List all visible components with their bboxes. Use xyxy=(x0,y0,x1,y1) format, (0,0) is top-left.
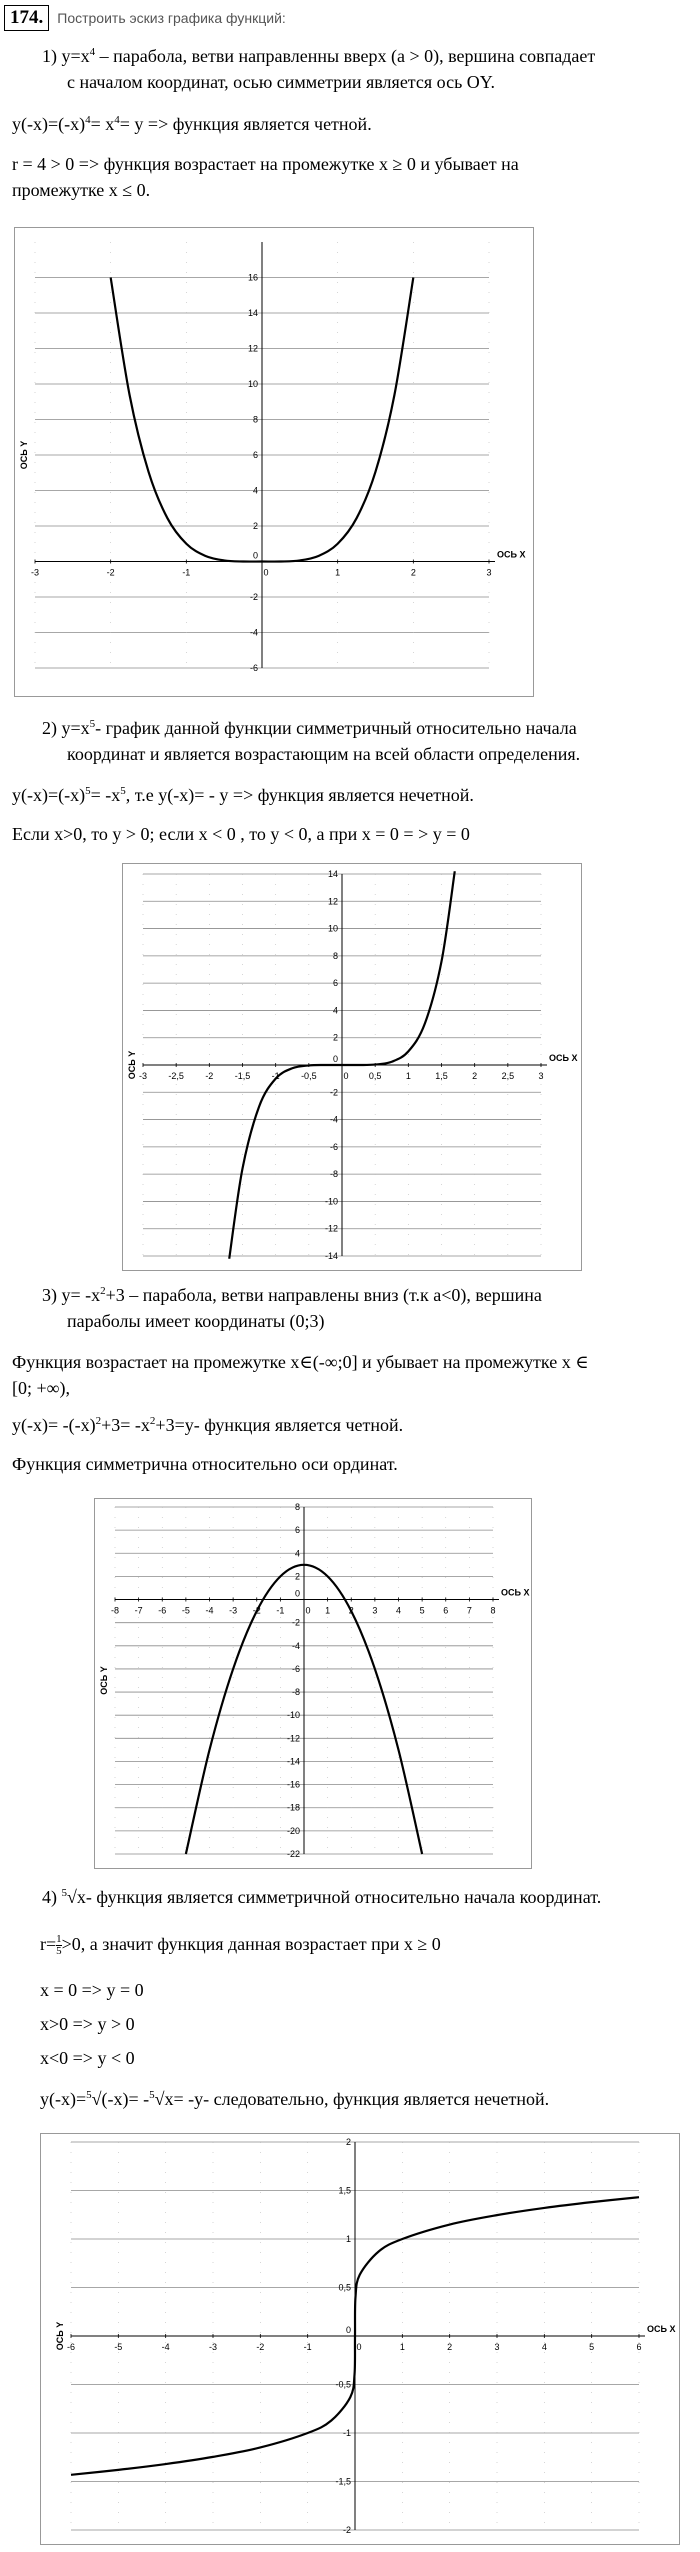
task-title: Построить эскиз графика функций: xyxy=(57,10,286,26)
s4-statement: 4) $^5$√x- функция является симметричной относительно начала координат. xyxy=(42,1887,602,1907)
chart-svg xyxy=(95,1499,531,1868)
y-tick-label: 14 xyxy=(247,308,258,318)
x-tick-label: 3 xyxy=(494,2342,500,2352)
y-tick-label: 14 xyxy=(327,869,338,879)
s4-case-zero: x = 0 => y = 0 xyxy=(40,1980,144,2000)
y-tick-label: -2 xyxy=(291,1617,300,1628)
s2-statement-line1: 2) $y=x^5-$ график данной функции симметричный относительно начала xyxy=(42,718,577,738)
x-tick-label: 0 xyxy=(305,1605,311,1616)
x-tick-label: -8 xyxy=(110,1605,120,1616)
x-tick-label: -0,5 xyxy=(301,1071,317,1081)
y-tick-label: 0 xyxy=(294,1588,300,1599)
x-tick-label: 1 xyxy=(325,1605,331,1616)
x-tick-label: 2 xyxy=(447,2342,453,2352)
x-tick-label: -3 xyxy=(229,1605,238,1616)
s4-parity: y(-x)=$^5$√(-x)= -$^5$√x= -y- следовательно, функция является нечетной. xyxy=(40,2089,550,2109)
task-number: 174. xyxy=(4,5,49,31)
y-tick-label: 0 xyxy=(252,550,258,561)
x-tick-label: 1 xyxy=(405,1071,411,1081)
y-tick-label: -1,5 xyxy=(335,2476,351,2487)
y-tick-label: 12 xyxy=(247,343,258,354)
x-tick-label: 0 xyxy=(356,2342,362,2352)
y-tick-label: -22 xyxy=(286,1849,300,1859)
x-tick-label: 3 xyxy=(372,1605,378,1616)
x-axis-title: ОСЬ X xyxy=(549,1053,578,1063)
x-axis-title: ОСЬ X xyxy=(647,2324,676,2334)
y-tick-label: 2 xyxy=(294,1571,300,1582)
x-tick-label: -2 xyxy=(106,567,115,578)
x-tick-label: 2,5 xyxy=(501,1071,515,1081)
y-tick-label: 4 xyxy=(252,485,258,496)
y-tick-label: 4 xyxy=(294,1548,300,1559)
x-tick-label: 0 xyxy=(343,1071,349,1081)
chart-neg-x2-plus-3 xyxy=(94,1498,532,1869)
x-tick-label: -2 xyxy=(205,1071,214,1081)
y-axis-title: ОСЬ Y xyxy=(99,1666,109,1695)
x-tick-label: -6 xyxy=(158,1605,167,1616)
x-tick-label: 4 xyxy=(541,2342,547,2352)
y-tick-label: -18 xyxy=(286,1802,300,1813)
x-tick-label: 0 xyxy=(263,567,269,578)
y-tick-label: 10 xyxy=(327,923,338,934)
y-tick-label: -12 xyxy=(324,1223,338,1234)
y-tick-label: 1,5 xyxy=(338,2185,351,2196)
y-tick-label: -4 xyxy=(249,627,258,638)
y-tick-label: -16 xyxy=(286,1779,300,1790)
x-tick-label: 3 xyxy=(538,1071,544,1081)
y-axis-title: ОСЬ Y xyxy=(19,440,29,470)
x-tick-label: 2 xyxy=(410,567,416,578)
x-tick-label: 3 xyxy=(486,567,492,578)
x-tick-label: -5 xyxy=(181,1605,190,1616)
y-tick-label: -14 xyxy=(324,1251,338,1261)
chart-svg xyxy=(15,228,533,696)
x-tick-label: -4 xyxy=(161,2342,170,2352)
x-tick-label: 1 xyxy=(399,2342,405,2352)
y-tick-label: -6 xyxy=(291,1663,300,1674)
y-tick-label: -2 xyxy=(342,2525,351,2535)
y-tick-label: 10 xyxy=(247,379,258,389)
x-tick-label: 8 xyxy=(490,1605,496,1616)
y-tick-label: 8 xyxy=(252,414,258,425)
y-tick-label: 8 xyxy=(294,1502,300,1512)
y-tick-label: 2 xyxy=(252,521,258,531)
s3-symmetry: Функция симметрична относительно оси ординат. xyxy=(12,1454,398,1474)
x-axis-title: ОСЬ X xyxy=(501,1587,530,1598)
x-tick-label: 0,5 xyxy=(368,1071,382,1081)
y-tick-label: 1 xyxy=(345,2234,351,2244)
x-tick-label: -4 xyxy=(205,1605,214,1616)
x-tick-label: -2 xyxy=(256,2342,265,2352)
y-tick-label: 2 xyxy=(332,1032,338,1043)
y-tick-label: -8 xyxy=(329,1169,338,1180)
y-tick-label: -20 xyxy=(286,1825,300,1836)
x-tick-label: -1 xyxy=(303,2342,312,2352)
s3-statement-line2: параболы имеет координаты (0;3) xyxy=(67,1311,325,1331)
y-tick-label: 0 xyxy=(332,1054,338,1064)
y-tick-label: -2 xyxy=(329,1087,338,1098)
s3-statement-line1: 3) $y= -x^2+3$ – парабола, ветви направлены вниз (т.к a<0), вершина xyxy=(42,1285,542,1305)
x-tick-label: 5 xyxy=(589,2342,595,2352)
x-tick-label: -7 xyxy=(134,1605,143,1616)
x-tick-label: 6 xyxy=(443,1605,449,1616)
s3-monotonic-line2: [0; +∞), xyxy=(12,1378,70,1398)
y-tick-label: -6 xyxy=(249,663,258,673)
y-axis-title: ОСЬ Y xyxy=(55,2321,65,2351)
s2-parity: $y(-x)=(-x)^5= -x^5$, т.е y(-x)= - y => функция является нечетной. xyxy=(12,785,474,805)
y-tick-label: -6 xyxy=(329,1141,338,1152)
x-tick-label: -1 xyxy=(276,1605,285,1616)
x-tick-label: -3 xyxy=(208,2342,218,2352)
chart-fifth-root xyxy=(40,2133,680,2545)
s1-statement-line2: с началом координат, осью симметрии является ось OY. xyxy=(67,72,495,92)
y-tick-label: 16 xyxy=(247,272,258,283)
y-tick-label: -10 xyxy=(286,1710,300,1721)
s3-monotonic-line1: Функция возрастает на промежутке x∈(-∞;0] и убывает на промежутке x ∈ xyxy=(12,1352,589,1372)
s4-case-positive: x>0 => y > 0 xyxy=(40,2014,135,2034)
y-tick-label: -4 xyxy=(291,1640,300,1651)
x-tick-label: -1 xyxy=(182,567,191,578)
y-tick-label: -1 xyxy=(342,2428,351,2438)
y-tick-label: -4 xyxy=(329,1114,338,1125)
x-tick-label: -2,5 xyxy=(168,1071,184,1081)
y-tick-label: -0,5 xyxy=(335,2379,351,2390)
s4-r-value: r= $\frac{1}{5}$ >0, а значит функция данная возрастает при x ≥ 0 xyxy=(40,1933,441,1958)
x-tick-label: -6 xyxy=(66,2342,76,2352)
x-tick-label: 4 xyxy=(395,1605,402,1616)
y-tick-label: 6 xyxy=(294,1525,300,1536)
x-tick-label: -5 xyxy=(114,2342,123,2352)
x-tick-label: 1 xyxy=(335,567,341,578)
y-tick-label: -10 xyxy=(324,1196,338,1207)
s1-statement-line1: 1) $y=x^4$ – парабола, ветви направленны вверх (a > 0), вершина совпадает xyxy=(42,46,596,66)
x-tick-label: 5 xyxy=(419,1605,425,1616)
s1-parity: $y(-x)=(-x)^4= x^4= y$ => функция является четной. xyxy=(12,114,372,134)
x-tick-label: -1 xyxy=(271,1071,280,1081)
y-tick-label: 6 xyxy=(332,978,338,989)
s4-case-negative: x<0 => y < 0 xyxy=(40,2048,135,2068)
s1-monotonic-line1: r = 4 > 0 => функция возрастает на промежутке x ≥ 0 и убывает на xyxy=(12,154,519,174)
y-tick-label: 12 xyxy=(327,896,338,907)
x-tick-label: 6 xyxy=(636,2342,642,2352)
x-tick-label: -3 xyxy=(138,1071,148,1081)
x-tick-label: 7 xyxy=(466,1605,472,1616)
s3-parity: $y(-x)= -(-x)^2+3= -x^2+3=y-$ функция является четной. xyxy=(12,1415,404,1435)
y-tick-label: -14 xyxy=(286,1756,300,1767)
y-tick-label: 8 xyxy=(332,950,338,961)
task-header xyxy=(4,4,286,32)
y-tick-label: -2 xyxy=(249,592,258,602)
x-tick-label: -3 xyxy=(30,567,40,578)
y-tick-label: -8 xyxy=(291,1687,300,1698)
x-tick-label: 2 xyxy=(348,1605,354,1616)
s1-monotonic-line2: промежутке x ≤ 0. xyxy=(12,180,151,200)
chart-x4 xyxy=(14,227,534,697)
x-tick-label: 1,5 xyxy=(435,1071,448,1081)
s2-sign: Если x>0, то y > 0; если x < 0 , то y < 0, а при x = 0 = > y = 0 xyxy=(12,824,470,844)
x-axis-title: ОСЬ X xyxy=(497,549,526,560)
y-tick-label: 0 xyxy=(345,2325,351,2335)
y-tick-label: 2 xyxy=(345,2137,351,2147)
x-tick-label: -2 xyxy=(252,1605,261,1616)
y-tick-label: -12 xyxy=(286,1733,300,1744)
s2-statement-line2: координат и является возрастающим на всей области определения. xyxy=(67,744,581,764)
y-tick-label: 0,5 xyxy=(338,2282,351,2293)
y-tick-label: 4 xyxy=(332,1005,338,1016)
x-tick-label: 2 xyxy=(472,1071,478,1081)
x-tick-label: -1,5 xyxy=(234,1071,251,1081)
y-tick-label: 6 xyxy=(252,450,258,460)
chart-x5 xyxy=(122,863,582,1271)
chart-svg xyxy=(123,864,581,1270)
chart-svg xyxy=(41,2134,679,2544)
y-axis-title: ОСЬ Y xyxy=(127,1050,137,1080)
